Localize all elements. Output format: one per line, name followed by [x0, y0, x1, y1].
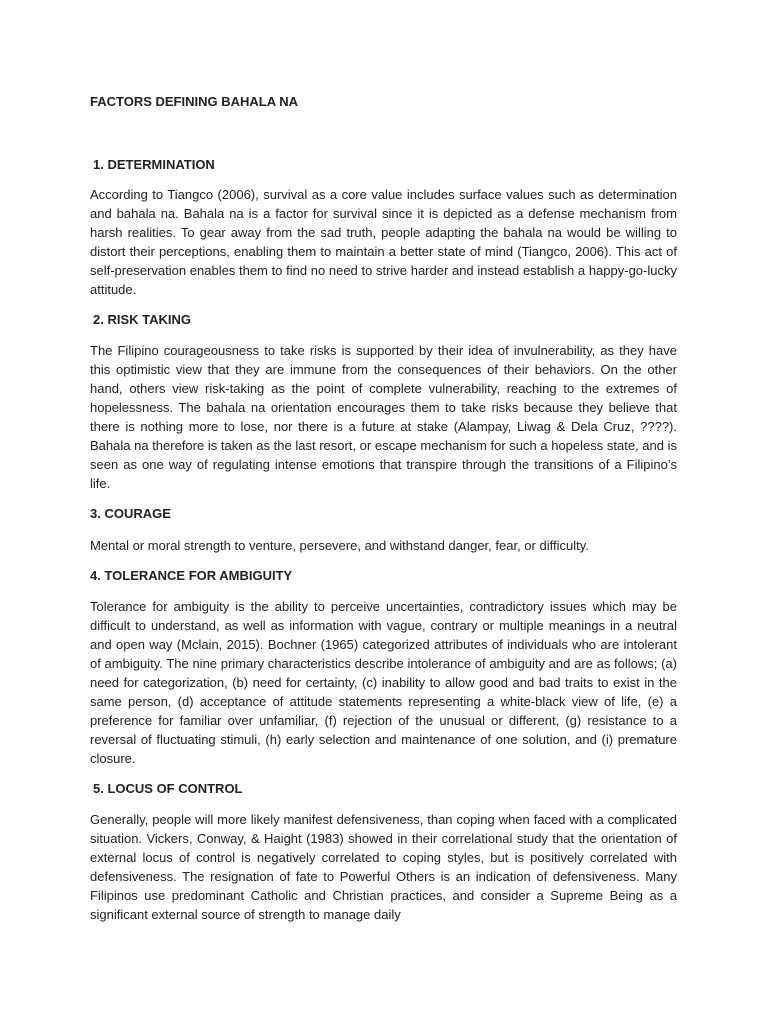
section-heading-courage: 3. COURAGE: [90, 506, 171, 521]
section-heading-determination: 1. DETERMINATION: [93, 157, 215, 172]
section-body-courage: Mental or moral strength to venture, persevere, and withstand danger, fear, or difficulty.: [90, 538, 589, 553]
section-body-tolerance-for-ambiguity: Tolerance for ambiguity is the ability to perceive uncertainties, contradictory issues which may be difficult to understand, as well as information with vague, contrary or multiple meanings in a neutral and open way (Mclain, 2015). Bochner (1965) categorized attributes of individuals who are intolerant of ambiguity. The nine primary characteristics describe intolerance of ambiguity and are as follows; (a) need for categorization, (b) need for certainty, (c) inability to allow good and bad traits to exist in the same person, (d) acceptance of attitude statements representing a white-black view of life, (e) a preference for familiar over unfamiliar, (f) rejection of the unusual or different, (g) resistance to a reversal of fluctuating stimuli, (h) early selection and maintenance of one solution, and (i) premature closure.: [90, 599, 677, 766]
section-body-locus-of-control: Generally, people will more likely manifest defensiveness, than coping when faced with a complicated situation. Vickers, Conway, & Haight (1983) showed in their correlational study that the orientation of external locus of control is negatively correlated to coping styles, but is positively correlated with defensiveness. The resignation of fate to Powerful Others is an indication of defensiveness. Many Filipinos use predominant Catholic and Christian practices, and consider a Supreme Being as a significant external source of strength to manage daily: [90, 812, 677, 922]
section-body-risk-taking: The Filipino courageousness to take risks is supported by their idea of invulnerability, as they have this optimistic view that they are immune from the consequences of their behaviors. On the other hand, others view risk-taking as the point of complete vulnerability, reaching to the extremes of hopelessness. The bahala na orientation encourages them to take risks because they believe that there is nothing more to lose, nor there is a future at stake (Alampay, Liwag & Dela Cruz, ????). Bahala na therefore is taken as the last resort, or escape mechanism for such a hopeless state, and is seen as one way of regulating intense emotions that transpire through the transitions of a Filipino’s life.: [90, 343, 677, 491]
document-page: [90, 94, 677, 924]
section-heading-tolerance-for-ambiguity: 4. TOLERANCE FOR AMBIGUITY: [90, 568, 293, 583]
section-heading-risk-taking: 2. RISK TAKING: [93, 312, 191, 327]
document-title: FACTORS DEFINING BAHALA NA: [90, 94, 298, 109]
section-heading-locus-of-control: 5. LOCUS OF CONTROL: [93, 781, 243, 796]
section-body-determination: According to Tiangco (2006), survival as a core value includes surface values such as determination and bahala na. Bahala na is a factor for survival since it is depicted as a defense mechanism from harsh realities. To gear away from the sad truth, people adapting the bahala na would be willing to distort their perceptions, enabling them to maintain a better state of mind (Tiangco, 2006). This act of self-preservation enables them to find no need to strive harder and instead establish a happy-go-lucky attitude.: [90, 187, 677, 297]
